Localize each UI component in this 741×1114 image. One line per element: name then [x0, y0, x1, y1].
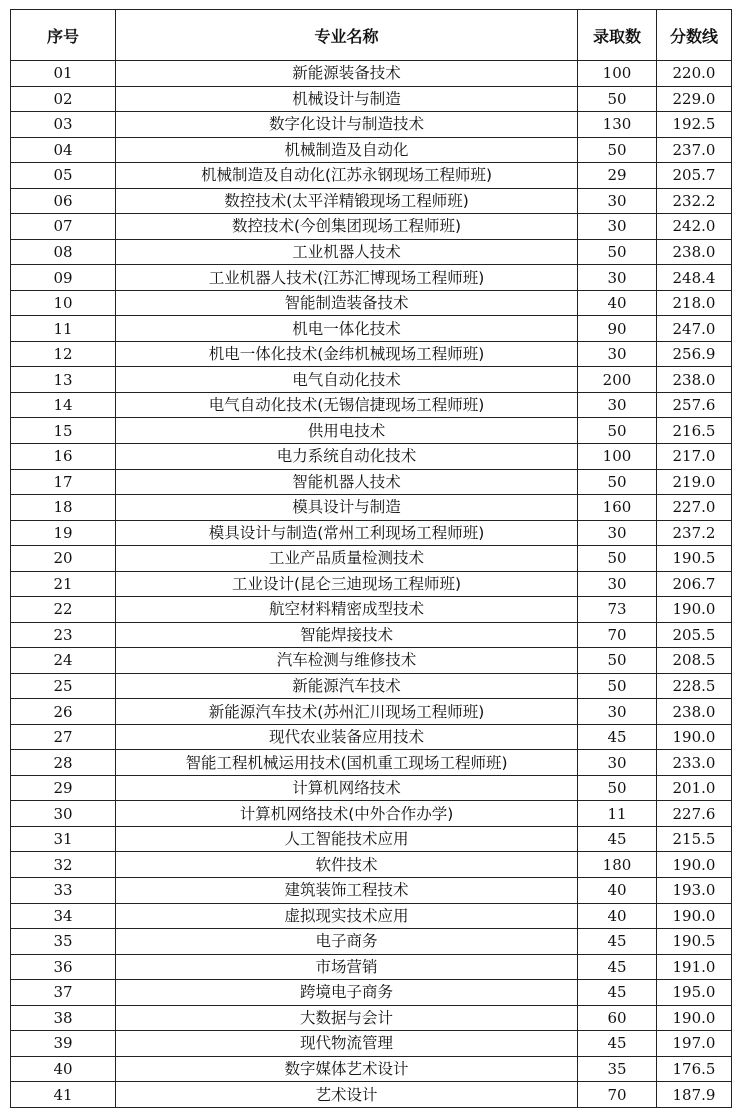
admission-count-cell: 180: [578, 852, 657, 878]
admission-count-cell: 45: [578, 954, 657, 980]
row-index-cell: 15: [11, 418, 116, 444]
score-line-cell: 205.5: [657, 622, 732, 648]
major-name-cell: 现代农业装备应用技术: [116, 724, 578, 750]
table-row: [11, 903, 732, 929]
table-row: [11, 239, 732, 265]
admission-count-cell: 200: [578, 367, 657, 393]
admission-count-cell: 45: [578, 826, 657, 852]
admission-count-cell: 50: [578, 546, 657, 572]
admission-count-cell: 45: [578, 724, 657, 750]
score-line-cell: 237.2: [657, 520, 732, 546]
row-index-cell: 29: [11, 775, 116, 801]
row-index-cell: 39: [11, 1031, 116, 1057]
admission-count-cell: 50: [578, 86, 657, 112]
table-row: [11, 163, 732, 189]
score-line-cell: 197.0: [657, 1031, 732, 1057]
row-index-cell: 32: [11, 852, 116, 878]
major-name-cell: 模具设计与制造: [116, 495, 578, 521]
row-index-cell: 20: [11, 546, 116, 572]
admission-count-cell: 11: [578, 801, 657, 827]
table-row: [11, 61, 732, 87]
admission-score-table: [10, 9, 732, 1108]
admission-count-cell: 50: [578, 469, 657, 495]
header-score-line: 分数线: [657, 10, 732, 61]
score-line-cell: 190.5: [657, 546, 732, 572]
score-line-cell: 208.5: [657, 648, 732, 674]
table-body: [11, 61, 732, 1108]
score-line-cell: 205.7: [657, 163, 732, 189]
table-row: [11, 1056, 732, 1082]
major-name-cell: 大数据与会计: [116, 1005, 578, 1031]
admission-count-cell: 130: [578, 112, 657, 138]
admission-count-cell: 50: [578, 418, 657, 444]
score-line-cell: 256.9: [657, 341, 732, 367]
major-name-cell: 人工智能技术应用: [116, 826, 578, 852]
row-index-cell: 26: [11, 699, 116, 725]
row-index-cell: 37: [11, 980, 116, 1006]
major-name-cell: 供用电技术: [116, 418, 578, 444]
admission-count-cell: 30: [578, 341, 657, 367]
header-major-name: 专业名称: [116, 10, 578, 61]
row-index-cell: 30: [11, 801, 116, 827]
score-line-cell: 238.0: [657, 699, 732, 725]
table-row: [11, 495, 732, 521]
major-name-cell: 工业机器人技术(江苏汇博现场工程师班): [116, 265, 578, 291]
row-index-cell: 09: [11, 265, 116, 291]
admission-count-cell: 30: [578, 699, 657, 725]
score-line-cell: 206.7: [657, 571, 732, 597]
score-line-cell: 220.0: [657, 61, 732, 87]
major-name-cell: 机电一体化技术(金纬机械现场工程师班): [116, 341, 578, 367]
score-line-cell: 257.6: [657, 392, 732, 418]
header-admission-count: 录取数: [578, 10, 657, 61]
table-row: [11, 929, 732, 955]
major-name-cell: 机电一体化技术: [116, 316, 578, 342]
major-name-cell: 机械设计与制造: [116, 86, 578, 112]
major-name-cell: 计算机网络技术: [116, 775, 578, 801]
admission-count-cell: 30: [578, 265, 657, 291]
admission-count-cell: 100: [578, 443, 657, 469]
score-line-cell: 248.4: [657, 265, 732, 291]
major-name-cell: 数字媒体艺术设计: [116, 1056, 578, 1082]
score-line-cell: 190.0: [657, 724, 732, 750]
row-index-cell: 21: [11, 571, 116, 597]
major-name-cell: 数控技术(太平洋精锻现场工程师班): [116, 188, 578, 214]
row-index-cell: 01: [11, 61, 116, 87]
score-line-cell: 242.0: [657, 214, 732, 240]
row-index-cell: 18: [11, 495, 116, 521]
admission-count-cell: 30: [578, 188, 657, 214]
admission-count-cell: 30: [578, 750, 657, 776]
row-index-cell: 25: [11, 673, 116, 699]
admission-count-cell: 160: [578, 495, 657, 521]
row-index-cell: 40: [11, 1056, 116, 1082]
table-row: [11, 673, 732, 699]
admission-count-cell: 50: [578, 239, 657, 265]
score-line-cell: 227.6: [657, 801, 732, 827]
table-row: [11, 826, 732, 852]
score-line-cell: 191.0: [657, 954, 732, 980]
major-name-cell: 智能制造装备技术: [116, 290, 578, 316]
table-row: [11, 597, 732, 623]
major-name-cell: 智能机器人技术: [116, 469, 578, 495]
major-name-cell: 工业设计(昆仑三迪现场工程师班): [116, 571, 578, 597]
score-line-cell: 190.0: [657, 1005, 732, 1031]
score-line-cell: 233.0: [657, 750, 732, 776]
admission-count-cell: 50: [578, 137, 657, 163]
major-name-cell: 艺术设计: [116, 1082, 578, 1108]
table-row: [11, 443, 732, 469]
major-name-cell: 汽车检测与维修技术: [116, 648, 578, 674]
admission-count-cell: 100: [578, 61, 657, 87]
admission-count-cell: 60: [578, 1005, 657, 1031]
row-index-cell: 04: [11, 137, 116, 163]
admission-count-cell: 50: [578, 775, 657, 801]
admission-count-cell: 35: [578, 1056, 657, 1082]
row-index-cell: 10: [11, 290, 116, 316]
row-index-cell: 38: [11, 1005, 116, 1031]
table-row: [11, 750, 732, 776]
row-index-cell: 24: [11, 648, 116, 674]
major-name-cell: 现代物流管理: [116, 1031, 578, 1057]
table-header-row: [11, 10, 732, 61]
row-index-cell: 11: [11, 316, 116, 342]
row-index-cell: 16: [11, 443, 116, 469]
score-line-cell: 227.0: [657, 495, 732, 521]
admission-count-cell: 45: [578, 980, 657, 1006]
row-index-cell: 28: [11, 750, 116, 776]
table-row: [11, 622, 732, 648]
major-name-cell: 跨境电子商务: [116, 980, 578, 1006]
table-row: [11, 980, 732, 1006]
score-line-cell: 201.0: [657, 775, 732, 801]
row-index-cell: 19: [11, 520, 116, 546]
admission-table-container: [10, 9, 732, 1108]
admission-count-cell: 40: [578, 903, 657, 929]
table-row: [11, 214, 732, 240]
admission-count-cell: 30: [578, 571, 657, 597]
row-index-cell: 35: [11, 929, 116, 955]
table-row: [11, 290, 732, 316]
major-name-cell: 新能源汽车技术(苏州汇川现场工程师班): [116, 699, 578, 725]
score-line-cell: 192.5: [657, 112, 732, 138]
row-index-cell: 05: [11, 163, 116, 189]
score-line-cell: 237.0: [657, 137, 732, 163]
table-row: [11, 1005, 732, 1031]
major-name-cell: 新能源汽车技术: [116, 673, 578, 699]
major-name-cell: 新能源装备技术: [116, 61, 578, 87]
admission-count-cell: 30: [578, 214, 657, 240]
table-row: [11, 571, 732, 597]
major-name-cell: 模具设计与制造(常州工利现场工程师班): [116, 520, 578, 546]
major-name-cell: 虚拟现实技术应用: [116, 903, 578, 929]
row-index-cell: 14: [11, 392, 116, 418]
score-line-cell: 190.5: [657, 929, 732, 955]
table-row: [11, 1082, 732, 1108]
admission-count-cell: 70: [578, 1082, 657, 1108]
score-line-cell: 228.5: [657, 673, 732, 699]
admission-count-cell: 30: [578, 392, 657, 418]
row-index-cell: 08: [11, 239, 116, 265]
row-index-cell: 34: [11, 903, 116, 929]
score-line-cell: 238.0: [657, 239, 732, 265]
row-index-cell: 22: [11, 597, 116, 623]
score-line-cell: 229.0: [657, 86, 732, 112]
admission-count-cell: 50: [578, 673, 657, 699]
major-name-cell: 计算机网络技术(中外合作办学): [116, 801, 578, 827]
table-row: [11, 801, 732, 827]
row-index-cell: 17: [11, 469, 116, 495]
table-row: [11, 469, 732, 495]
header-index: 序号: [11, 10, 116, 61]
major-name-cell: 航空材料精密成型技术: [116, 597, 578, 623]
major-name-cell: 机械制造及自动化: [116, 137, 578, 163]
major-name-cell: 数控技术(今创集团现场工程师班): [116, 214, 578, 240]
admission-count-cell: 70: [578, 622, 657, 648]
admission-count-cell: 29: [578, 163, 657, 189]
row-index-cell: 06: [11, 188, 116, 214]
major-name-cell: 软件技术: [116, 852, 578, 878]
major-name-cell: 工业机器人技术: [116, 239, 578, 265]
admission-count-cell: 40: [578, 290, 657, 316]
major-name-cell: 机械制造及自动化(江苏永钢现场工程师班): [116, 163, 578, 189]
table-row: [11, 1031, 732, 1057]
score-line-cell: 187.9: [657, 1082, 732, 1108]
score-line-cell: 190.0: [657, 852, 732, 878]
table-row: [11, 648, 732, 674]
table-row: [11, 878, 732, 904]
major-name-cell: 智能工程机械运用技术(国机重工现场工程师班): [116, 750, 578, 776]
score-line-cell: 232.2: [657, 188, 732, 214]
score-line-cell: 219.0: [657, 469, 732, 495]
major-name-cell: 电气自动化技术: [116, 367, 578, 393]
major-name-cell: 市场营销: [116, 954, 578, 980]
major-name-cell: 电子商务: [116, 929, 578, 955]
major-name-cell: 电力系统自动化技术: [116, 443, 578, 469]
admission-count-cell: 45: [578, 1031, 657, 1057]
row-index-cell: 03: [11, 112, 116, 138]
major-name-cell: 建筑装饰工程技术: [116, 878, 578, 904]
table-row: [11, 265, 732, 291]
table-row: [11, 520, 732, 546]
table-row: [11, 546, 732, 572]
row-index-cell: 23: [11, 622, 116, 648]
table-row: [11, 418, 732, 444]
row-index-cell: 27: [11, 724, 116, 750]
table-row: [11, 137, 732, 163]
admission-count-cell: 40: [578, 878, 657, 904]
table-row: [11, 724, 732, 750]
score-line-cell: 195.0: [657, 980, 732, 1006]
table-row: [11, 775, 732, 801]
row-index-cell: 12: [11, 341, 116, 367]
score-line-cell: 216.5: [657, 418, 732, 444]
row-index-cell: 31: [11, 826, 116, 852]
major-name-cell: 电气自动化技术(无锡信捷现场工程师班): [116, 392, 578, 418]
admission-count-cell: 73: [578, 597, 657, 623]
table-row: [11, 954, 732, 980]
score-line-cell: 238.0: [657, 367, 732, 393]
row-index-cell: 33: [11, 878, 116, 904]
row-index-cell: 02: [11, 86, 116, 112]
row-index-cell: 13: [11, 367, 116, 393]
table-row: [11, 316, 732, 342]
table-row: [11, 86, 732, 112]
row-index-cell: 41: [11, 1082, 116, 1108]
score-line-cell: 190.0: [657, 597, 732, 623]
table-row: [11, 367, 732, 393]
score-line-cell: 176.5: [657, 1056, 732, 1082]
score-line-cell: 217.0: [657, 443, 732, 469]
admission-count-cell: 45: [578, 929, 657, 955]
table-row: [11, 392, 732, 418]
score-line-cell: 193.0: [657, 878, 732, 904]
score-line-cell: 218.0: [657, 290, 732, 316]
major-name-cell: 智能焊接技术: [116, 622, 578, 648]
table-row: [11, 341, 732, 367]
table-row: [11, 699, 732, 725]
admission-count-cell: 50: [578, 648, 657, 674]
score-line-cell: 215.5: [657, 826, 732, 852]
major-name-cell: 数字化设计与制造技术: [116, 112, 578, 138]
table-row: [11, 112, 732, 138]
score-line-cell: 247.0: [657, 316, 732, 342]
row-index-cell: 36: [11, 954, 116, 980]
admission-count-cell: 90: [578, 316, 657, 342]
score-line-cell: 190.0: [657, 903, 732, 929]
major-name-cell: 工业产品质量检测技术: [116, 546, 578, 572]
admission-count-cell: 30: [578, 520, 657, 546]
table-row: [11, 852, 732, 878]
table-row: [11, 188, 732, 214]
row-index-cell: 07: [11, 214, 116, 240]
